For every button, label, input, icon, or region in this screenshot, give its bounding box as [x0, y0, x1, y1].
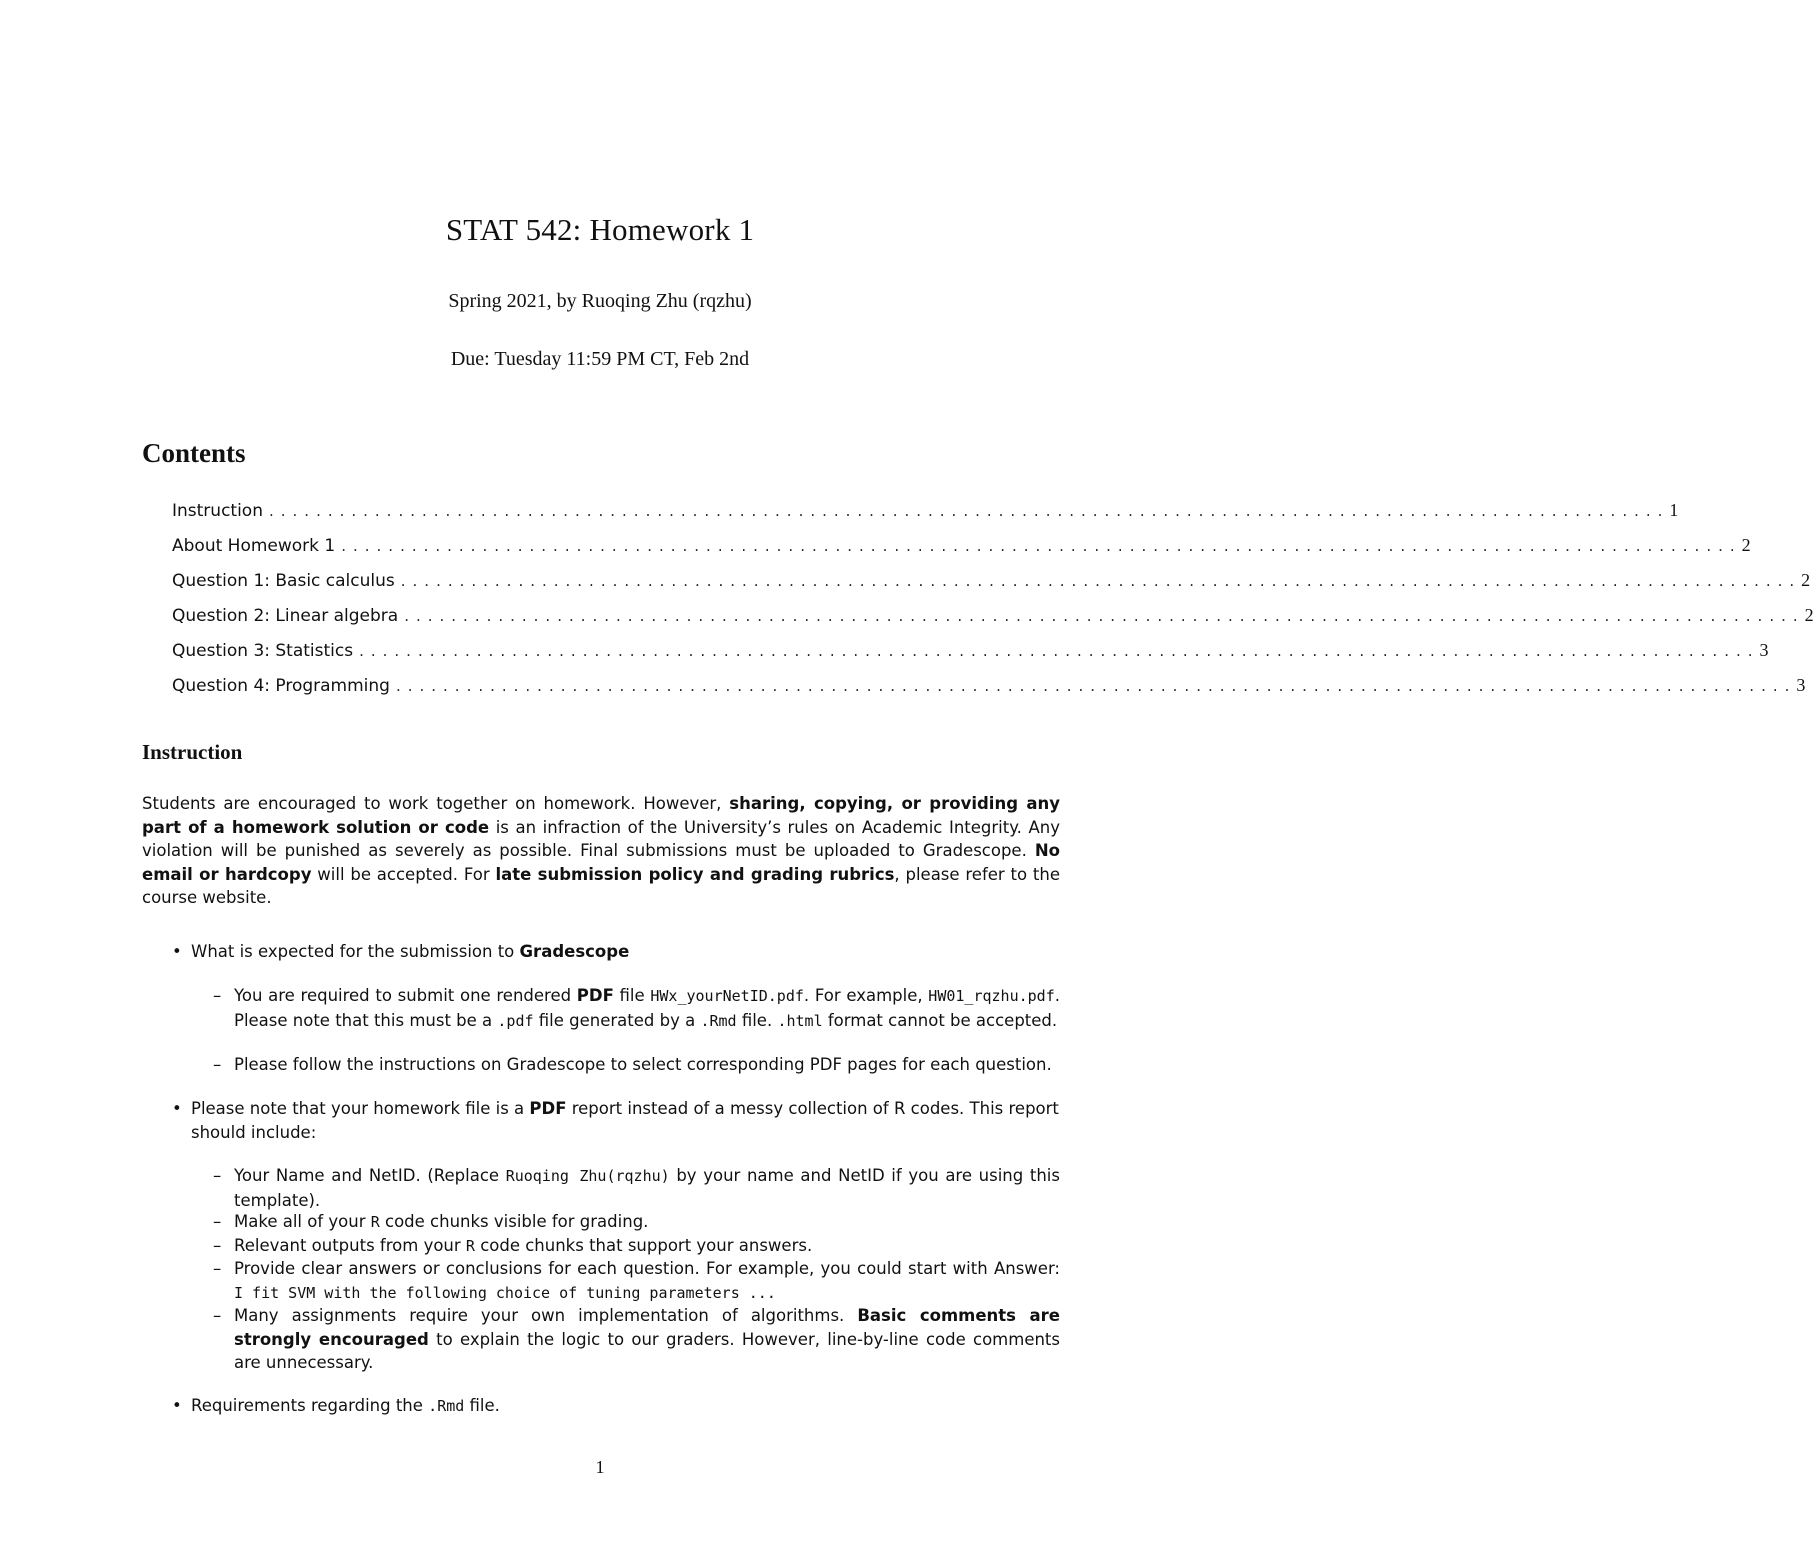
table-of-contents — [172, 500, 1814, 710]
bullet-icon: • — [172, 1099, 182, 1118]
page-number: 1 — [595, 1457, 605, 1477]
dash-icon: – — [213, 1166, 222, 1185]
toc-page-number: 3 — [1796, 675, 1806, 695]
toc-page-number: 2 — [1804, 605, 1814, 625]
dash-icon: – — [213, 1055, 222, 1074]
sub-list-item: – Please follow the instructions on Gradescope to select corresponding PDF pages for each question. — [213, 1053, 1060, 1077]
bullet-icon: • — [172, 1396, 182, 1415]
list-item: • Requirements regarding the .Rmd file. — [172, 1394, 1060, 1419]
dash-icon: – — [213, 1212, 222, 1231]
toc-page-number: 2 — [1741, 535, 1751, 555]
toc-entry[interactable] — [172, 640, 1769, 675]
contents-heading: Contents — [142, 438, 246, 468]
toc-dot-leader: ....................................................................................................................... — [395, 677, 1797, 695]
toc-page-number: 3 — [1759, 640, 1769, 660]
toc-label: Question 1: Basic calculus — [172, 571, 395, 591]
toc-entry[interactable] — [172, 570, 1811, 605]
toc-dot-leader: ....................................................................................................................... — [269, 502, 1670, 520]
instruction-paragraph: Students are encouraged to work together on homework. However, sharing, copying, or providing any part of a homework solution or code is an infraction of the University’s rules on Academic Integrity. Any violation will be punished as severely as possible. Final submissions must be uploaded to Gradescope. No email or hardcopy will be accepted. For late submission policy and grading rubrics, please refer to the course website. — [142, 794, 1061, 907]
due-line: Due: Tuesday 11:59 PM CT, Feb 2nd — [450, 348, 750, 370]
dash-icon: – — [213, 1236, 222, 1255]
toc-entry[interactable] — [172, 605, 1814, 640]
toc-label: Question 3: Statistics — [172, 641, 354, 661]
toc-dot-leader: ....................................................................................................................... — [359, 642, 1760, 660]
sub-list-item: – Relevant outputs from your R code chunks that support your answers. — [213, 1234, 1060, 1259]
toc-entry[interactable] — [172, 535, 1751, 570]
dash-icon: – — [213, 1259, 222, 1278]
sub-list-item: – You are required to submit one rendered PDF file HWx_yourNetID.pdf. For example, HW01_rqzhu.pdf. Please note that this must be a .pdf file generated by a .Rmd file. .html format cannot be accepted. — [213, 986, 1060, 1030]
toc-dot-leader: ....................................................................................................................... — [400, 572, 1802, 590]
dash-icon: – — [213, 986, 222, 1005]
sub-list-item: – Your Name and NetID. (Replace Ruoqing Zhu(rqzhu) by your name and NetID if you are using this template). — [213, 1166, 1060, 1210]
toc-page-number: 1 — [1669, 500, 1679, 520]
toc-dot-leader: ....................................................................................................................... — [404, 607, 1805, 625]
sub-list-item: – Many assignments require your own implementation of algorithms. Basic comments are strongly encouraged to explain the logic to our graders. However, line-by-line code comments are unnecessary. — [213, 1306, 1060, 1372]
document-title: STAT 542: Homework 1 — [445, 212, 755, 247]
dash-icon: – — [213, 1306, 222, 1325]
instruction-heading: Instruction — [142, 740, 243, 764]
toc-label: Question 4: Programming — [172, 676, 390, 696]
toc-page-number: 2 — [1801, 570, 1811, 590]
toc-dot-leader: ....................................................................................................................... — [341, 537, 1742, 555]
list-item: • What is expected for the submission to Gradescope — [172, 940, 1060, 964]
toc-label: About Homework 1 — [172, 536, 336, 556]
toc-label: Instruction — [172, 501, 263, 521]
author-line: Spring 2021, by Ruoqing Zhu (rqzhu) — [448, 290, 752, 312]
sub-list-item: – Make all of your R code chunks visible for grading. — [213, 1210, 1060, 1235]
list-item: • Please note that your homework file is a PDF report instead of a messy collection of R codes. This report should include: — [172, 1099, 1059, 1142]
bullet-icon: • — [172, 942, 182, 961]
toc-entry[interactable] — [172, 675, 1806, 710]
sub-list-item: – Provide clear answers or conclusions for each question. For example, you could start with Answer: I fit SVM with the following choice of tuning parameters ... — [213, 1259, 1060, 1302]
toc-entry[interactable] — [172, 500, 1679, 535]
toc-label: Question 2: Linear algebra — [172, 606, 399, 626]
